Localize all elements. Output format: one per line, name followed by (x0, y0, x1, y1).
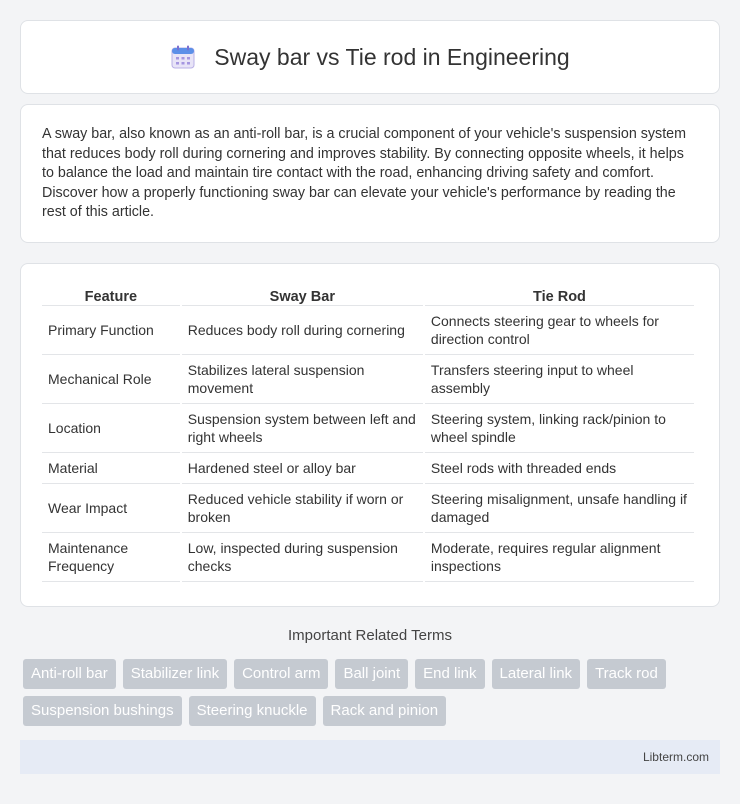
term-tag[interactable]: Anti-roll bar (23, 659, 116, 689)
term-tag[interactable]: Steering knuckle (189, 696, 316, 726)
cell-tie-rod: Connects steering gear to wheels for direction control (425, 306, 694, 355)
cell-tie-rod: Steering system, linking rack/pinion to wheel spindle (425, 404, 694, 453)
term-tag[interactable]: End link (415, 659, 484, 689)
calendar-icon (170, 44, 196, 70)
cell-tie-rod: Steel rods with threaded ends (425, 453, 694, 484)
table-row (42, 533, 694, 582)
header-sway-bar: Sway Bar (182, 284, 423, 306)
term-tag[interactable]: Ball joint (335, 659, 408, 689)
cell-tie-rod: Steering misalignment, unsafe handling if damaged (425, 484, 694, 533)
intro-card (20, 104, 720, 243)
cell-tie-rod: Moderate, requires regular alignment inspections (425, 533, 694, 582)
header-feature: Feature (42, 284, 180, 306)
cell-sway-bar: Stabilizes lateral suspension movement (182, 355, 423, 404)
cell-feature: Wear Impact (42, 484, 180, 533)
header-tie-rod: Tie Rod (425, 284, 694, 306)
comparison-table (40, 284, 696, 582)
cell-feature: Maintenance Frequency (42, 533, 180, 582)
table-header-row (42, 284, 694, 306)
cell-sway-bar: Suspension system between left and right wheels (182, 404, 423, 453)
table-row (42, 453, 694, 484)
cell-sway-bar: Hardened steel or alloy bar (182, 453, 423, 484)
term-tag[interactable]: Control arm (234, 659, 328, 689)
related-terms-list (23, 659, 723, 726)
intro-text: A sway bar, also known as an anti-roll bar, is a crucial component of your vehicle's suspension system that reduces body roll during cornering and improves stability. By connecting opposite wheels, it helps to balance the load and maintain tire contact with the road, enhancing driving safety and comfort. Discover how a properly functioning sway bar can elevate your vehicle's performance by reading the rest of this article. (42, 126, 687, 220)
cell-feature: Primary Function (42, 306, 180, 355)
cell-feature: Location (42, 404, 180, 453)
term-tag[interactable]: Lateral link (492, 659, 581, 689)
title-wrap (170, 44, 569, 71)
term-tag[interactable]: Track rod (587, 659, 666, 689)
header-card (20, 20, 720, 94)
comparison-table-card (20, 263, 720, 607)
cell-feature: Material (42, 453, 180, 484)
term-tag[interactable]: Rack and pinion (323, 696, 447, 726)
table-row (42, 306, 694, 355)
page-title: Sway bar vs Tie rod in Engineering (214, 43, 570, 70)
table-row (42, 355, 694, 404)
table-row (42, 484, 694, 533)
cell-sway-bar: Reduces body roll during cornering (182, 306, 423, 355)
table-row (42, 404, 694, 453)
footer (20, 740, 720, 774)
related-terms-title: Important Related Terms (288, 627, 452, 644)
term-tag[interactable]: Suspension bushings (23, 696, 182, 726)
cell-tie-rod: Transfers steering input to wheel assembly (425, 355, 694, 404)
term-tag[interactable]: Stabilizer link (123, 659, 227, 689)
footer-site-link[interactable]: Libterm.com (642, 750, 709, 764)
cell-sway-bar: Low, inspected during suspension checks (182, 533, 423, 582)
cell-sway-bar: Reduced vehicle stability if worn or broken (182, 484, 423, 533)
cell-feature: Mechanical Role (42, 355, 180, 404)
